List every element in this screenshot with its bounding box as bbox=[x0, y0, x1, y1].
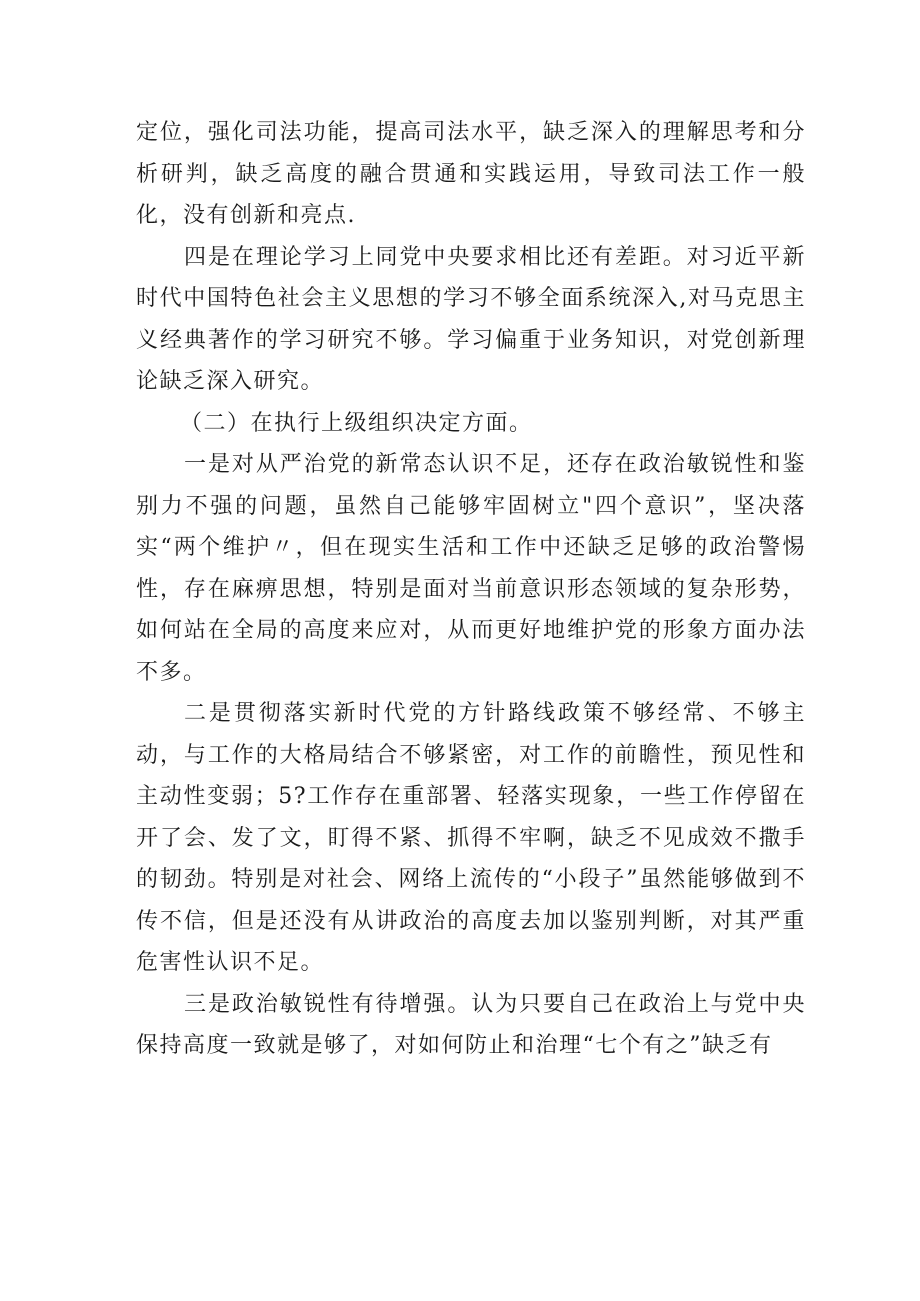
paragraph-theory-study: 四是在理论学习上同党中央要求相比还有差距。对习近平新时代中国特色社会主义思想的学习不够全面系统深入,对马克思主义经典著作的学习研究不够。学习偏重于业务知识，对党创新理论缺乏深入研究。 bbox=[136, 244, 806, 394]
paragraph-point-one: 一是对从严治党的新常态认识不足，还存在政治敏锐性和鉴别力不强的问题，虽然自己能够牢固树立"四个意识”，坚决落实“两个维护〃，但在现实生活和工作中还缺乏足够的政治警惕性，存在麻痹思想，特别是面对当前意识形态领域的复杂形势，如何站在全局的高度来应对，从而更好地维护党的形象方面办法不多。 bbox=[136, 452, 806, 685]
paragraph-continuation: 定位，强化司法功能，提高司法水平，缺乏深入的理解思考和分析研判，缺乏高度的融合贯通和实践运用，导致司法工作一般化，没有创新和亮点. bbox=[136, 120, 806, 228]
paragraph-point-three: 三是政治敏锐性有待增强。认为只要自己在政治上与党中央保持高度一致就是够了，对如何防止和治理“七个有之”缺乏有 bbox=[136, 991, 806, 1058]
section-heading-two: （二）在执行上级组织决定方面。 bbox=[180, 410, 533, 436]
paragraph-point-two: 二是贯彻落实新时代党的方针路线政策不够经常、不够主动，与工作的大格局结合不够紧密，对工作的前瞻性，预见性和主动性变弱；5?工作存在重部署、轻落实现象，一些工作停留在开了会、发了文，盯得不紧、抓得不牢啊，缺乏不见成效不撒手的韧劲。特别是对社会、网络上流传的“小段子”虽然能够做到不传不信，但是还没有从讲政治的高度去加以鉴别判断，对其严重危害性认识不足。 bbox=[136, 701, 806, 975]
document-body bbox=[136, 112, 806, 1067]
